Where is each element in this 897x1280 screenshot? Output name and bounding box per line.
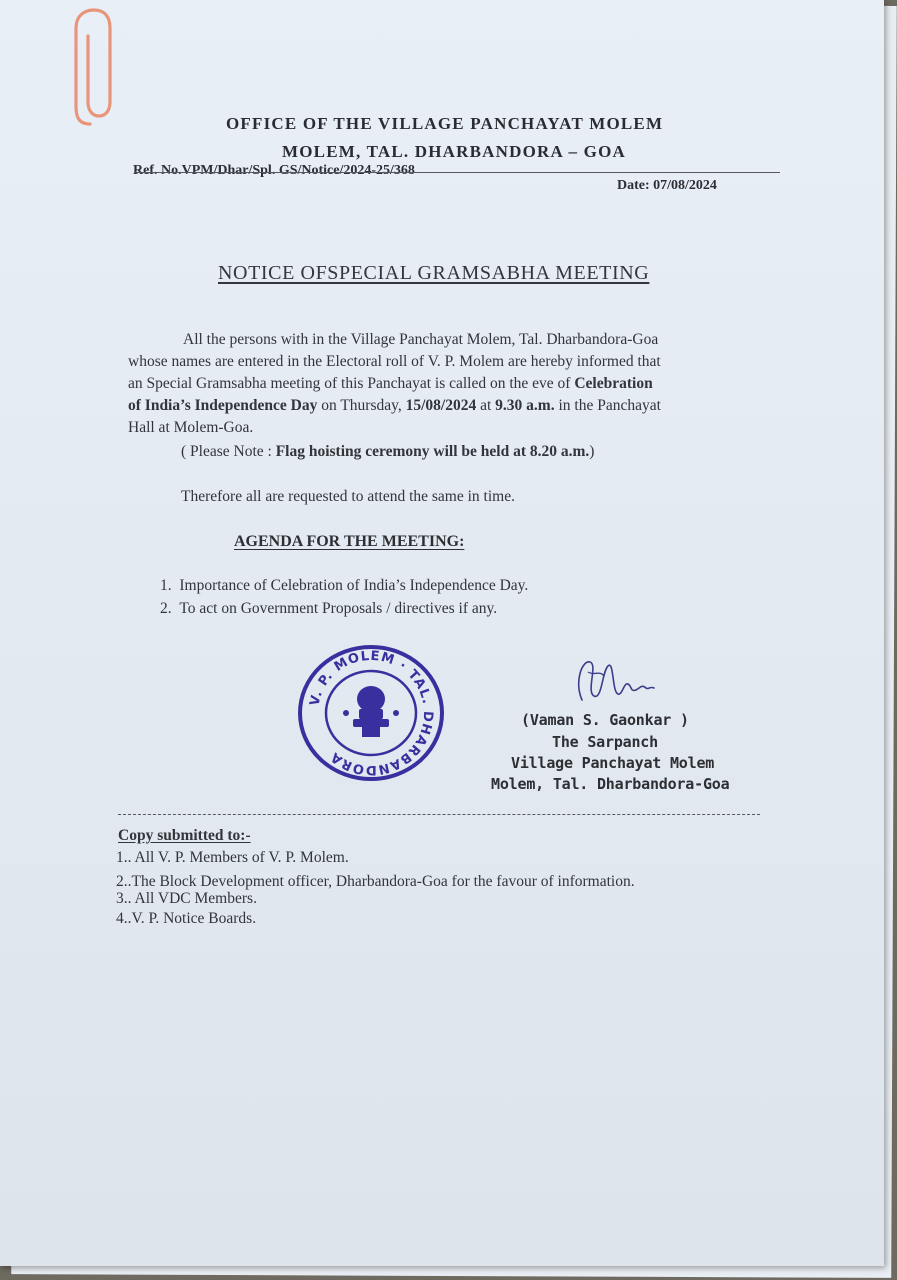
body-line-4-text-b: at [476,397,496,414]
dashed-divider [118,814,760,815]
body-line-3-bold: Celebration [574,375,653,392]
signatory-office: Village Panchayat Molem [511,754,715,772]
copy-item: 3.. All VDC Members. [116,890,257,907]
reference-number: Ref. No.VPM/Dhar/Spl. GS/Notice/2024-25/368 [133,163,415,178]
signatory-address: Molem, Tal. Dharbandora-Goa [491,775,730,793]
sarpanch-signature [568,652,668,712]
agenda-item-text: To act on Government Proposals / directives if any. [179,600,498,617]
body-line-1: All the persons with in the Village Panchayat Molem, Tal. Dharbandora-Goa [183,331,659,348]
svg-text:V. P. MOLEM · TAL. DHARBANDORA: V. P. MOLEM · TAL. DHARBANDORA [307,648,436,778]
agenda-item-2 [160,600,497,618]
body-line-2: whose names are entered in the Electoral roll of V. P. Molem are hereby informed that [128,353,661,370]
panchayat-seal-stamp [296,643,446,783]
copy-heading: Copy submitted to:- [118,827,251,844]
copy-item: 2..The Block Development officer, Dharbandora-Goa for the favour of information. [116,873,635,890]
notice-title: NOTICE OFSPECIAL GRAMSABHA MEETING [218,262,650,284]
signatory-designation: The Sarpanch [552,733,658,751]
meeting-date: 15/08/2024 [405,397,477,414]
header-divider [134,172,780,173]
note-suffix: ) [589,443,595,460]
note-bold: Flag hoisting ceremony will be held at 8.20 a.m. [275,443,590,460]
copy-item: 4..V. P. Notice Boards. [116,910,257,927]
notice-date: Date: 07/08/2024 [617,178,717,193]
agenda-item-1 [160,577,528,595]
body-line-4-text-a: on Thursday, [317,397,406,414]
office-title: OFFICE OF THE VILLAGE PANCHAYAT MOLEM [226,114,664,133]
flag-hoisting-note [181,443,594,461]
agenda-item-number: 1. [160,577,172,594]
meeting-time: 9.30 a.m. [495,397,555,414]
body-line-4-text-c: in the Panchayat [554,397,661,414]
agenda-item-number: 2. [160,600,172,617]
note-prefix: ( Please Note : [181,443,276,460]
body-line-3-text: an Special Gramsabha meeting of this Panchayat is called on the eve of [128,375,575,392]
agenda-item-text: Importance of Celebration of India’s Independence Day. [179,577,529,594]
body-line-5: Hall at Molem-Goa. [128,419,254,436]
body-line-4 [128,397,661,415]
independence-day-text: of India’s Independence Day [128,397,318,414]
office-address: MOLEM, TAL. DHARBANDORA – GOA [282,142,626,161]
signatory-name: (Vaman S. Gaonkar ) [521,711,689,729]
paperclip-icon [72,6,116,128]
attendance-request: Therefore all are requested to attend the same in time. [181,488,515,505]
copy-item: 1.. All V. P. Members of V. P. Molem. [116,849,349,866]
body-line-3 [128,375,653,393]
agenda-heading: AGENDA FOR THE MEETING: [234,533,465,550]
